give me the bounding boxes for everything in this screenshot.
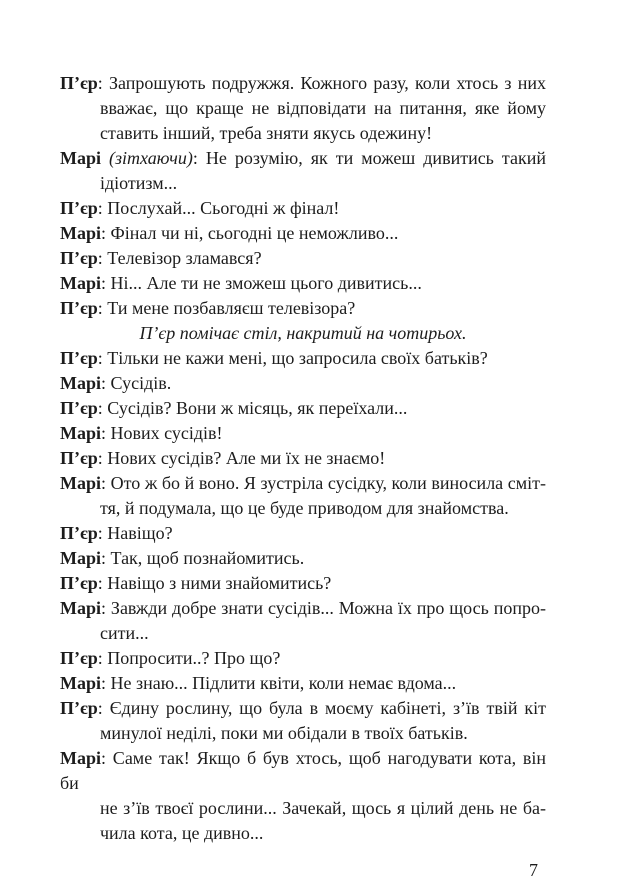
text-line: П’єр: Навіщо з ними знайомитись? <box>60 573 332 593</box>
dialogue-paragraph <box>60 546 546 571</box>
speaker-name: Марі <box>60 148 102 168</box>
dialogue-paragraph <box>60 646 546 671</box>
text-line: ставить інший, треба зняти якусь одежину! <box>100 123 433 143</box>
dialogue-paragraph <box>60 421 546 446</box>
speaker-name: Марі <box>60 473 102 493</box>
speaker-name: П’єр <box>60 648 98 668</box>
text-line: минулої неділі, поки ми обідали в твоїх батьків. <box>100 723 468 743</box>
text-line: П’єр: Тільки не кажи мені, що запросила своїх батьків? <box>60 348 488 368</box>
dialogue-paragraph <box>60 246 546 271</box>
dialogue-paragraph <box>60 271 546 296</box>
text-line: чила кота, це дивно... <box>100 823 264 843</box>
dialogue-paragraph <box>60 71 546 146</box>
text-line: Марі: Ні... Але ти не зможеш цього дивитись... <box>60 273 422 293</box>
text-line: Марі: Ото ж бо й воно. Я зустріла сусідку, коли виносила сміт- <box>60 473 546 493</box>
text-line: П’єр: Сусідів? Вони ж місяць, як переїхали... <box>60 398 408 418</box>
speaker-name: П’єр <box>60 523 98 543</box>
speaker-name: Марі <box>60 748 102 768</box>
dialogue-paragraph <box>60 146 546 196</box>
text-line: вважає, що краще не відповідати на питання, яке йому <box>100 98 546 118</box>
dialogue-paragraph <box>60 671 546 696</box>
text-line: тя, й подумала, що це буде приводом для знайомства. <box>100 498 509 518</box>
text-line: Марі: Нових сусідів! <box>60 423 223 443</box>
parenthetical: (зітхаючи) <box>109 148 193 168</box>
dialogue-paragraph <box>60 196 546 221</box>
dialogue-paragraph <box>60 471 546 521</box>
speaker-name: Марі <box>60 423 102 443</box>
speaker-name: Марі <box>60 223 102 243</box>
speaker-name: П’єр <box>60 448 98 468</box>
text-line: П’єр: Телевізор зламався? <box>60 248 262 268</box>
speaker-name: П’єр <box>60 398 98 418</box>
text-line: П’єр: Навіщо? <box>60 523 173 543</box>
speaker-name: П’єр <box>60 198 98 218</box>
speaker-name: Марі <box>60 373 102 393</box>
text-line: П’єр: Запрошують подружжя. Кожного разу, коли хтось з них <box>60 73 546 93</box>
speaker-name: П’єр <box>60 573 98 593</box>
dialogue-paragraph <box>60 346 546 371</box>
text-line: Марі: Фінал чи ні, сьогодні це неможливо... <box>60 223 399 243</box>
dialogue-paragraph <box>60 296 546 321</box>
speaker-name: П’єр <box>60 298 98 318</box>
script-body <box>60 71 546 846</box>
text-line: ідіотизм... <box>100 173 178 193</box>
text-line: сити... <box>100 623 149 643</box>
dialogue-paragraph <box>60 446 546 471</box>
text-line: Марі: Завжди добре знати сусідів... Можна їх про щось попро- <box>60 598 546 618</box>
dialogue-paragraph <box>60 396 546 421</box>
text-line: П’єр: Послухай... Сьогодні ж фінал! <box>60 198 340 218</box>
dialogue-paragraph <box>60 746 546 846</box>
text-line: П’єр: Нових сусідів? Але ми їх не знаємо! <box>60 448 386 468</box>
text-line: не з’їв твоєї рослини... Зачекай, щось я цілий день не ба- <box>100 798 546 818</box>
speaker-name: Марі <box>60 273 102 293</box>
speaker-name: Марі <box>60 598 102 618</box>
page-number: 7 <box>529 860 538 880</box>
text-line: Марі: Сусідів. <box>60 373 172 393</box>
speaker-name: П’єр <box>60 698 98 718</box>
dialogue-paragraph <box>60 221 546 246</box>
dialogue-paragraph <box>60 521 546 546</box>
dialogue-paragraph <box>60 696 546 746</box>
text-line: Марі: Не знаю... Підлити квіти, коли немає вдома... <box>60 673 457 693</box>
speaker-name: П’єр <box>60 73 98 93</box>
text-line: П’єр: Попросити..? Про що? <box>60 648 281 668</box>
dialogue-paragraph <box>60 571 546 596</box>
text-line: Марі: Саме так! Якщо б був хтось, щоб нагодувати кота, він би <box>60 748 546 793</box>
speaker-name: Марі <box>60 673 102 693</box>
dialogue-paragraph <box>60 596 546 646</box>
dialogue-paragraph <box>60 371 546 396</box>
text-line: Марі (зітхаючи): Не розумію, як ти можеш дивитись такий <box>60 148 546 168</box>
text-line: П’єр: Ти мене позбавляєш телевізора? <box>60 298 356 318</box>
stage-direction: П’єр помічає стіл, накритий на чотирьох. <box>139 323 467 343</box>
speaker-name: Марі <box>60 548 102 568</box>
text-line: Марі: Так, щоб познайомитись. <box>60 548 305 568</box>
speaker-name: П’єр <box>60 248 98 268</box>
speaker-name: П’єр <box>60 348 98 368</box>
text-line: П’єр: Єдину рослину, що була в моєму кабінеті, з’їв твій кіт <box>60 698 546 718</box>
